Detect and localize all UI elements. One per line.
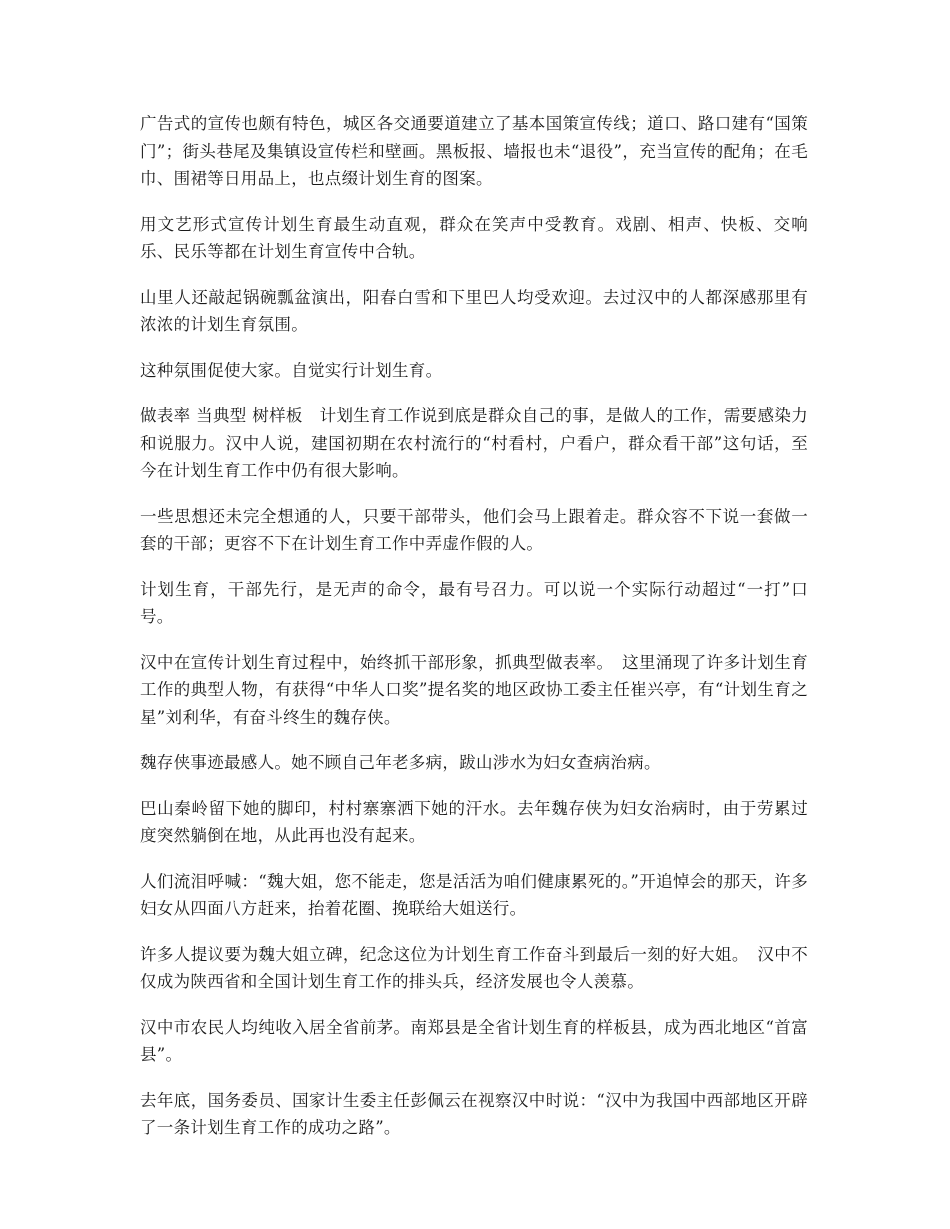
paragraph-5: 做表率 当典型 树样板 计划生育工作说到底是群众自己的事，是做人的工作，需要感染力和说服力。汉中人说，建国初期在农村流行的“村看村，户看户，群众看干部”这句话，至今在计划生育工作中仍有很大影响。 [140, 406, 808, 480]
paragraph-8: 汉中在宣传计划生育过程中，始终抓干部形象，抓典型做表率。 这里涌现了许多计划生育工作的典型人物，有获得“中华人口奖”提名奖的地区政协工委主任崔兴亭，有“计划生育之星”刘利华，有奋斗终生的魏存侠。 [140, 652, 808, 727]
paragraph-4: 这种氛围促使大家。自觉实行计划生育。 [140, 360, 443, 380]
paragraph-7: 计划生育，干部先行，是无声的命令，最有号召力。可以说一个实际行动超过“一打”口号。 [140, 579, 808, 626]
paragraph-9: 魏存侠事迹最感人。她不顾自己年老多病，跋山涉水为妇女查病治病。 [140, 753, 661, 772]
paragraph-3: 山里人还敲起锅碗瓢盆演出，阳春白雪和下里巴人均受欢迎。去过汉中的人都深感那里有浓浓的计划生育氛围。 [140, 287, 808, 334]
document-body [140, 110, 808, 1160]
paragraph-12: 许多人提议要为魏大姐立碑，纪念这位为计划生育工作奋斗到最后一刻的好大姐。 汉中不仅成为陕西省和全国计划生育工作的排头兵，经济发展也令人羡慕。 [140, 944, 808, 991]
paragraph-2: 用文艺形式宣传计划生育最生动直观，群众在笑声中受教育。戏剧、相声、快板、交响乐、民乐等都在计划生育宣传中合轨。 [140, 214, 808, 261]
paragraph-14: 去年底，国务委员、国家计生委主任彭佩云在视察汉中时说：“汉中为我国中西部地区开辟了一条计划生育工作的成功之路”。 [140, 1090, 808, 1137]
paragraph-10: 巴山秦岭留下她的脚印，村村寨寨洒下她的汗水。去年魏存侠为妇女治病时，由于劳累过度突然躺倒在地，从此再也没有起来。 [140, 798, 808, 845]
paragraph-11: 人们流泪呼喊：“魏大姐，您不能走，您是活活为咱们健康累死的。”开追悼会的那天，许多妇女从四面八方赶来，抬着花圈、挽联给大姐送行。 [140, 871, 808, 918]
paragraph-6: 一些思想还未完全想通的人，只要干部带头，他们会马上跟着走。群众容不下说一套做一套的干部；更容不下在计划生育工作中弄虚作假的人。 [140, 506, 808, 553]
paragraph-1: 广告式的宣传也颇有特色，城区各交通要道建立了基本国策宣传线；道口、路口建有“国策门”；街头巷尾及集镇设宣传栏和壁画。黑板报、墙报也未“退役”，充当宣传的配角；在毛巾、围裙等日用品上，也点缀计划生育的图案。 [140, 114, 808, 188]
paragraph-13: 汉中市农民人均纯收入居全省前茅。南郑县是全省计划生育的样板县，成为西北地区“首富县”。 [140, 1017, 808, 1064]
